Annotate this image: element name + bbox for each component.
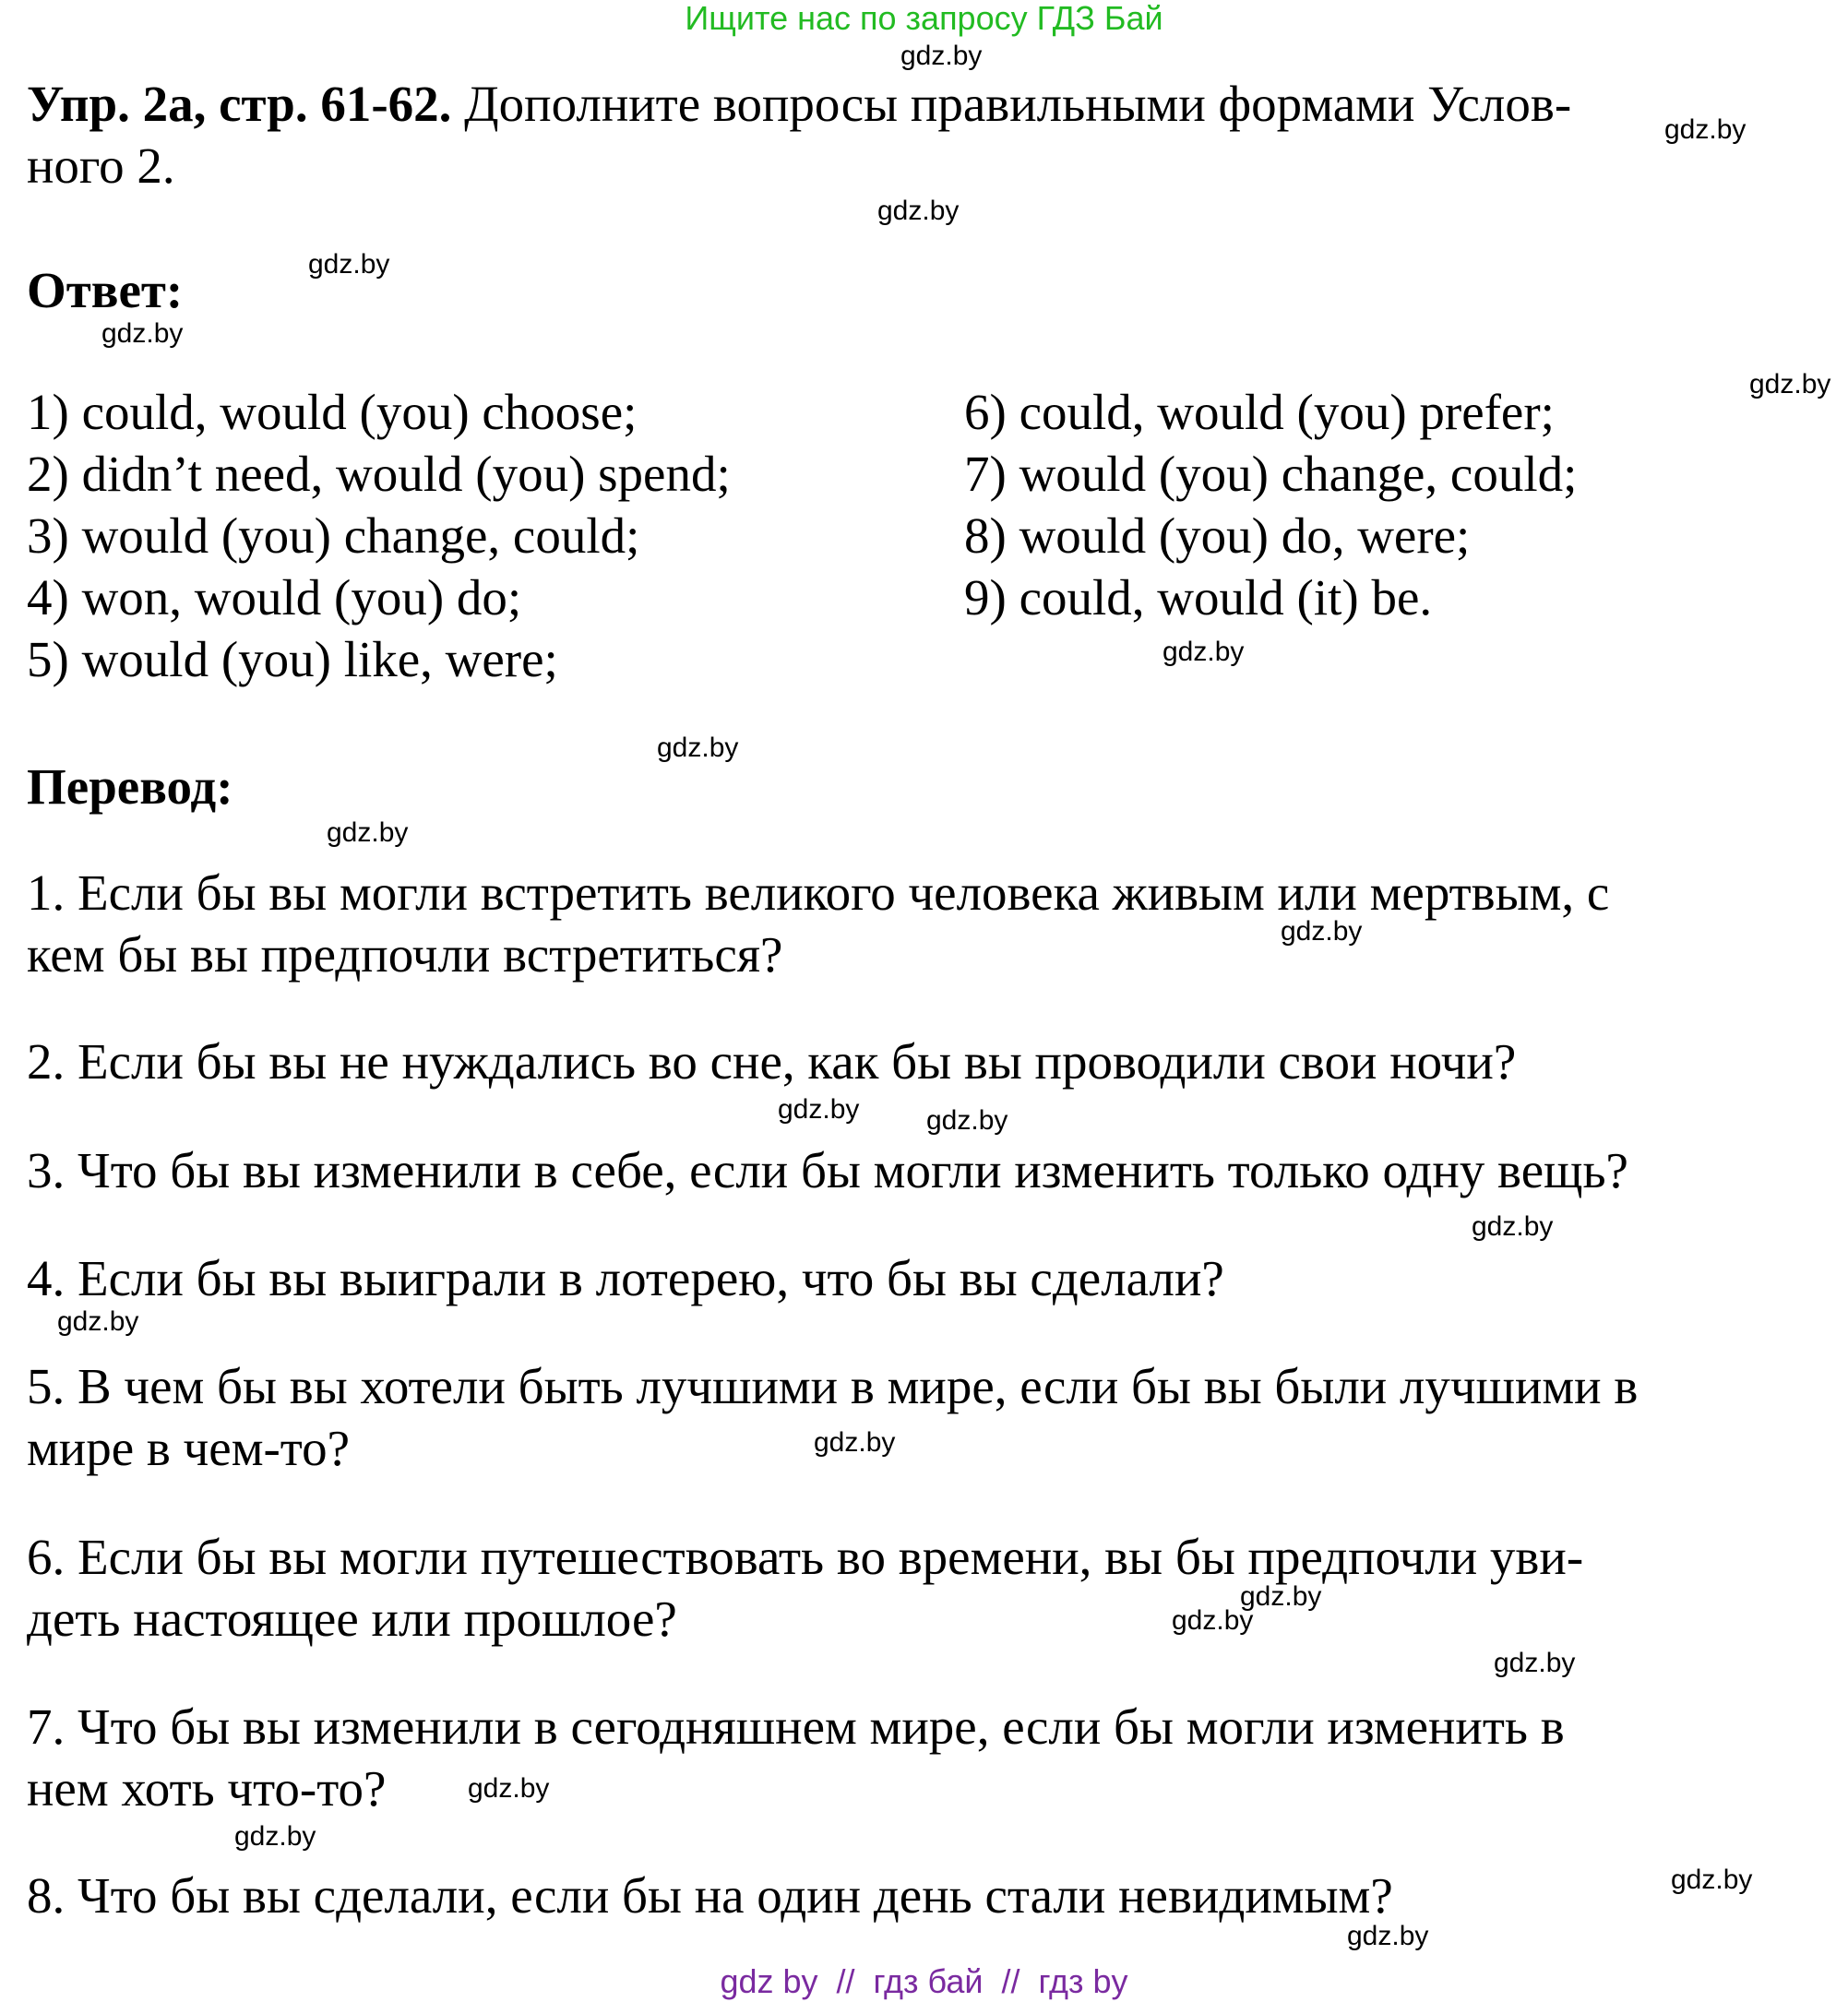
answer-item: 4) won, would (you) do; [27, 569, 522, 626]
watermark: gdz.by [877, 196, 960, 226]
answer-item: 2) didn’t need, would (you) spend; [27, 446, 731, 502]
translation-line: 7. Что бы вы изменили в сегодняшнем мире, если бы могли изменить в [27, 1698, 1565, 1755]
watermark: gdz.by [900, 41, 983, 71]
translation-line: 5. В чем бы вы хотели быть лучшими в мире, если бы вы были лучшими в [27, 1358, 1639, 1414]
translation-line: мире в чем-то? [27, 1420, 351, 1476]
answer-item: 3) would (you) change, could; [27, 507, 640, 564]
watermark: gdz.by [1472, 1211, 1554, 1242]
answer-item: 8) would (you) do, were; [964, 507, 1471, 564]
watermark: gdz.by [234, 1821, 316, 1852]
watermark: gdz.by [57, 1306, 139, 1337]
watermark: gdz.by [814, 1427, 896, 1458]
watermark: gdz.by [1664, 114, 1747, 145]
translation-line: 1. Если бы вы могли встретить великого человека живым или мертвым, с [27, 864, 1610, 921]
answer-item: 9) could, would (it) be. [964, 569, 1433, 626]
watermark: gdz.by [1749, 369, 1831, 399]
exercise-number: Упр. 2а, стр. 61-62. [27, 76, 452, 132]
translation-line: 6. Если бы вы могли путешествовать во времени, вы бы предпочли уви- [27, 1529, 1584, 1585]
answer-item: 7) would (you) change, could; [964, 446, 1578, 502]
translation-line: кем бы вы предпочли встретиться? [27, 926, 783, 983]
site-banner: Ищите нас по запросу ГДЗ Бай [685, 0, 1163, 37]
exercise-title [27, 74, 1571, 135]
watermark: gdz.by [1281, 916, 1363, 947]
watermark: gdz.by [1671, 1865, 1753, 1895]
footer-links: gdz by // гдз бай // гдз by [720, 1962, 1128, 2000]
watermark: gdz.by [1494, 1648, 1576, 1678]
answer-item: 1) could, would (you) choose; [27, 384, 638, 440]
watermark: gdz.by [101, 318, 184, 349]
translation-line: 3. Что бы вы изменили в себе, если бы могли изменить только одну вещь? [27, 1142, 1628, 1198]
watermark: gdz.by [468, 1773, 550, 1804]
watermark: gdz.by [926, 1105, 1008, 1136]
watermark: gdz.by [1172, 1605, 1254, 1636]
translation-line: нем хоть что-то? [27, 1760, 387, 1817]
watermark: gdz.by [1162, 637, 1245, 667]
watermark: gdz.by [327, 817, 409, 848]
translation-line: деть настоящее или прошлое? [27, 1591, 677, 1647]
watermark: gdz.by [657, 733, 739, 763]
watermark: gdz.by [778, 1094, 860, 1125]
answer-item: 6) could, would (you) prefer; [964, 384, 1555, 440]
translation-line: 4. Если бы вы выиграли в лотерею, что бы вы сделали? [27, 1250, 1224, 1306]
translation-line: 2. Если бы вы не нуждались во сне, как бы вы проводили свои ночи? [27, 1033, 1517, 1090]
exercise-instruction: Дополните вопросы правильными формами Услов- [451, 76, 1572, 132]
answer-heading: Ответ: [27, 262, 184, 318]
watermark: gdz.by [1240, 1581, 1322, 1612]
answer-item: 5) would (you) like, were; [27, 631, 558, 687]
translation-line: 8. Что бы вы сделали, если бы на один день стали невидимым? [27, 1867, 1393, 1924]
exercise-title-continued: ного 2. [27, 137, 175, 194]
translation-heading: Перевод: [27, 758, 233, 815]
watermark: gdz.by [1347, 1921, 1429, 1951]
watermark: gdz.by [308, 249, 390, 280]
